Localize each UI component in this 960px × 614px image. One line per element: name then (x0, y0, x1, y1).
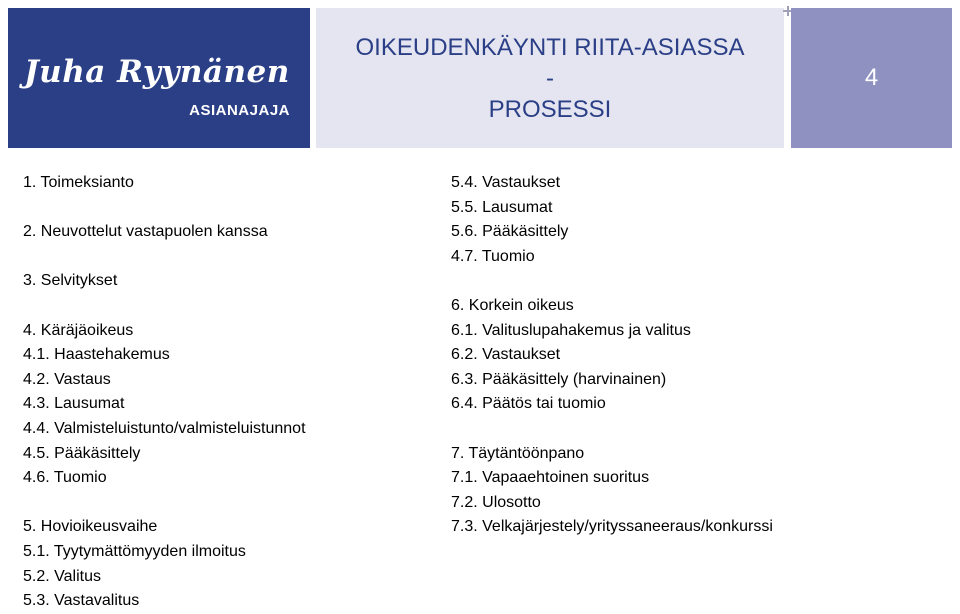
slide-number: 4 (791, 8, 952, 148)
outline-item: 4.6. Tuomio (23, 469, 107, 487)
slide-title-line: OIKEUDENKÄYNTI RIITA-ASIASSA (355, 33, 745, 61)
right-outline-list (451, 171, 773, 540)
list-spacer (23, 196, 306, 221)
outline-item: 4.4. Valmisteluistunto/valmisteluistunnot (23, 419, 306, 437)
outline-item: 2. Neuvottelut vastapuolen kanssa (23, 223, 268, 241)
list-spacer (23, 294, 306, 319)
outline-item: 5. Hovioikeusvaihe (23, 518, 158, 536)
outline-item: 3. Selvitykset (23, 272, 118, 290)
outline-item: 6. Korkein oikeus (451, 296, 574, 314)
outline-item: 4.7. Tuomio (451, 247, 535, 265)
slide-title-line: - (546, 64, 554, 92)
outline-item: 1. Toimeksianto (23, 174, 134, 191)
outline-item: 5.5. Lausumat (451, 198, 553, 216)
outline-item: 5.6. Pääkäsittely (451, 223, 569, 241)
outline-item: 5.3. Vastavalitus (23, 592, 140, 610)
outline-item: 4.5. Pääkäsittely (23, 444, 141, 462)
slide-title (316, 8, 784, 148)
logo-subtitle: ASIANAJAJA (189, 102, 290, 119)
slide-title-line: PROSESSI (488, 95, 612, 123)
outline-item: 6.2. Vastaukset (451, 346, 561, 364)
outline-item: 4. Käräjäoikeus (23, 321, 134, 339)
outline-item: 5.4. Vastaukset (451, 174, 561, 191)
outline-item: 6.4. Päätös tai tuomio (451, 395, 606, 413)
outline-item: 5.2. Valitus (23, 567, 101, 585)
outline-item: 6.3. Pääkäsittely (harvinainen) (451, 370, 667, 388)
outline-item: 7.1. Vapaaehtoinen suoritus (451, 469, 650, 487)
list-spacer (451, 417, 773, 442)
outline-item: 4.2. Vastaus (23, 370, 111, 388)
outline-item: 6.1. Valituslupahakemus ja valitus (451, 321, 691, 339)
outline-item: 4.1. Haastehakemus (23, 346, 170, 364)
outline-item: 4.3. Lausumat (23, 395, 125, 413)
list-spacer (23, 245, 306, 270)
list-spacer (23, 491, 306, 516)
logo-panel (8, 8, 310, 148)
outline-item: 7. Täytäntöönpano (451, 444, 585, 462)
logo-name: Juha Ryynänen (24, 54, 290, 90)
list-spacer (451, 269, 773, 294)
outline-item: 7.2. Ulosotto (451, 493, 541, 511)
left-outline-list (23, 171, 306, 614)
outline-item: 7.3. Velkajärjestely/yrityssaneeraus/konkurssi (451, 518, 773, 536)
outline-item: 5.1. Tyytymättömyyden ilmoitus (23, 542, 246, 560)
